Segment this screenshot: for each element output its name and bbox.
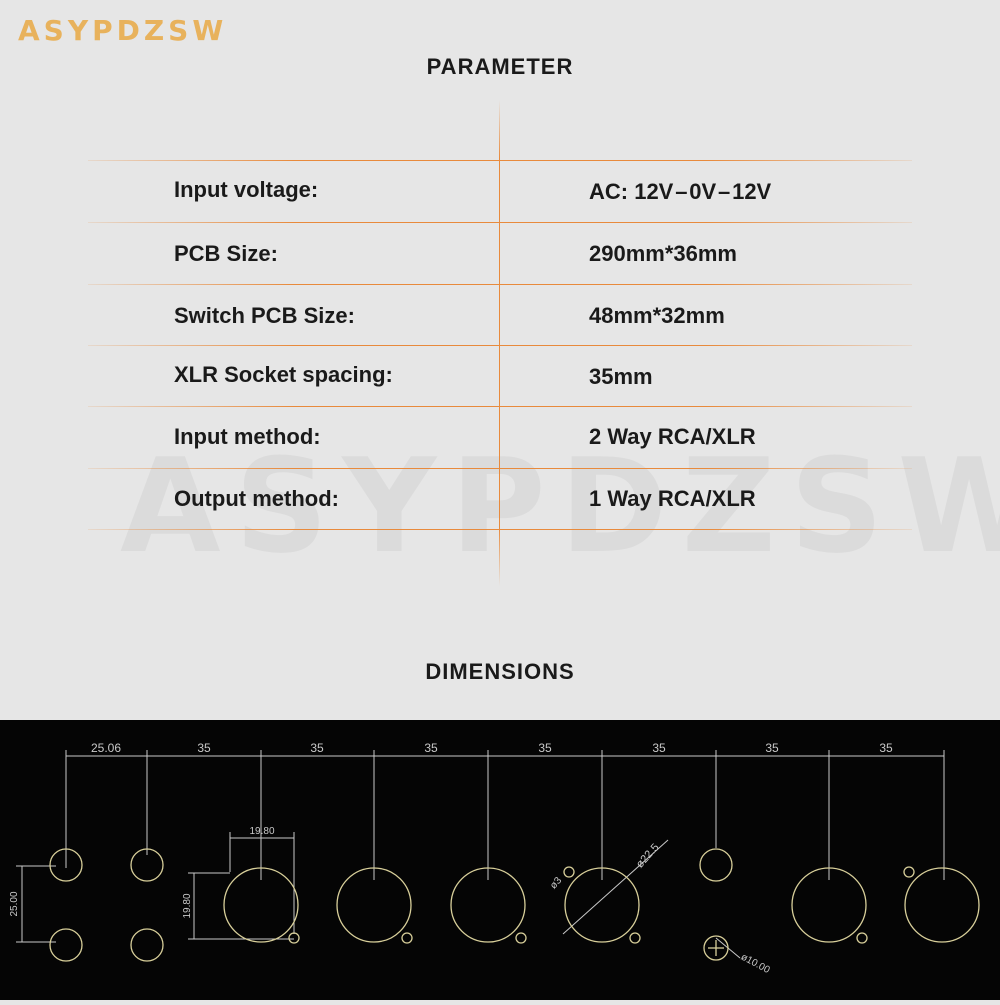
spacing-label: 25.06 [90, 741, 122, 755]
mount-hole [516, 933, 526, 943]
param-label-output-method: Output method: [174, 486, 339, 511]
dimensions-heading: DIMENSIONS [425, 659, 575, 684]
spacing-label: 35 [652, 741, 666, 755]
param-value-xlr-spacing: 35mm [589, 364, 653, 389]
param-label-input-voltage: Input voltage: [174, 177, 319, 202]
row-separator [88, 284, 912, 285]
row-separator [88, 160, 912, 161]
param-label-input-method: Input method: [174, 424, 321, 449]
param-value-pcb-size: 290mm*36mm [589, 241, 737, 266]
vertical-dim-label: 25.00 [9, 891, 20, 917]
row-separator [88, 406, 912, 407]
drawing-svg [0, 720, 1000, 1000]
mount-hole [564, 867, 574, 877]
param-label-xlr-spacing: XLR Socket spacing: [174, 362, 393, 387]
mount-hole-label: ø3 [548, 875, 565, 892]
spacing-label: 35 [765, 741, 779, 755]
param-value-input-voltage: AC: 12V – 0V – 12V [589, 179, 772, 204]
mount-hole [904, 867, 914, 877]
parameter-heading: PARAMETER [426, 54, 574, 79]
param-label-switch-pcb-size: Switch PCB Size: [174, 303, 355, 328]
knob-hole-label: ø10.00 [738, 951, 772, 976]
parameter-table [88, 100, 912, 586]
param-value-input-method: 2 Way RCA/XLR [589, 424, 756, 449]
table-divider [499, 100, 500, 586]
row-separator [88, 222, 912, 223]
xlr-diameter-label: ø22.5 [633, 841, 662, 871]
mount-hole [289, 933, 299, 943]
param-value-switch-pcb-size: 48mm*32mm [589, 303, 725, 328]
param-value-output-method: 1 Way RCA/XLR [589, 486, 756, 511]
spacing-label: 35 [879, 741, 893, 755]
switch-width-label: 19.80 [249, 826, 275, 837]
row-separator [88, 345, 912, 346]
xlr-socket-outline [905, 868, 979, 942]
mount-hole [402, 933, 412, 943]
dimension-drawing [0, 720, 1000, 1000]
spacing-label: 35 [424, 741, 438, 755]
knob-hole-outline [700, 849, 732, 881]
spacing-label: 35 [538, 741, 552, 755]
param-label-pcb-size: PCB Size: [174, 241, 278, 266]
row-separator [88, 529, 912, 530]
spacing-label: 35 [310, 741, 324, 755]
switch-height-label: 19.80 [182, 893, 193, 919]
row-separator [88, 468, 912, 469]
mount-hole [630, 933, 640, 943]
rca-jack-outline [131, 929, 163, 961]
brand-logo: ASYPDZSW [18, 14, 228, 47]
mount-hole [857, 933, 867, 943]
spacing-label: 35 [197, 741, 211, 755]
rca-jack-outline [50, 929, 82, 961]
